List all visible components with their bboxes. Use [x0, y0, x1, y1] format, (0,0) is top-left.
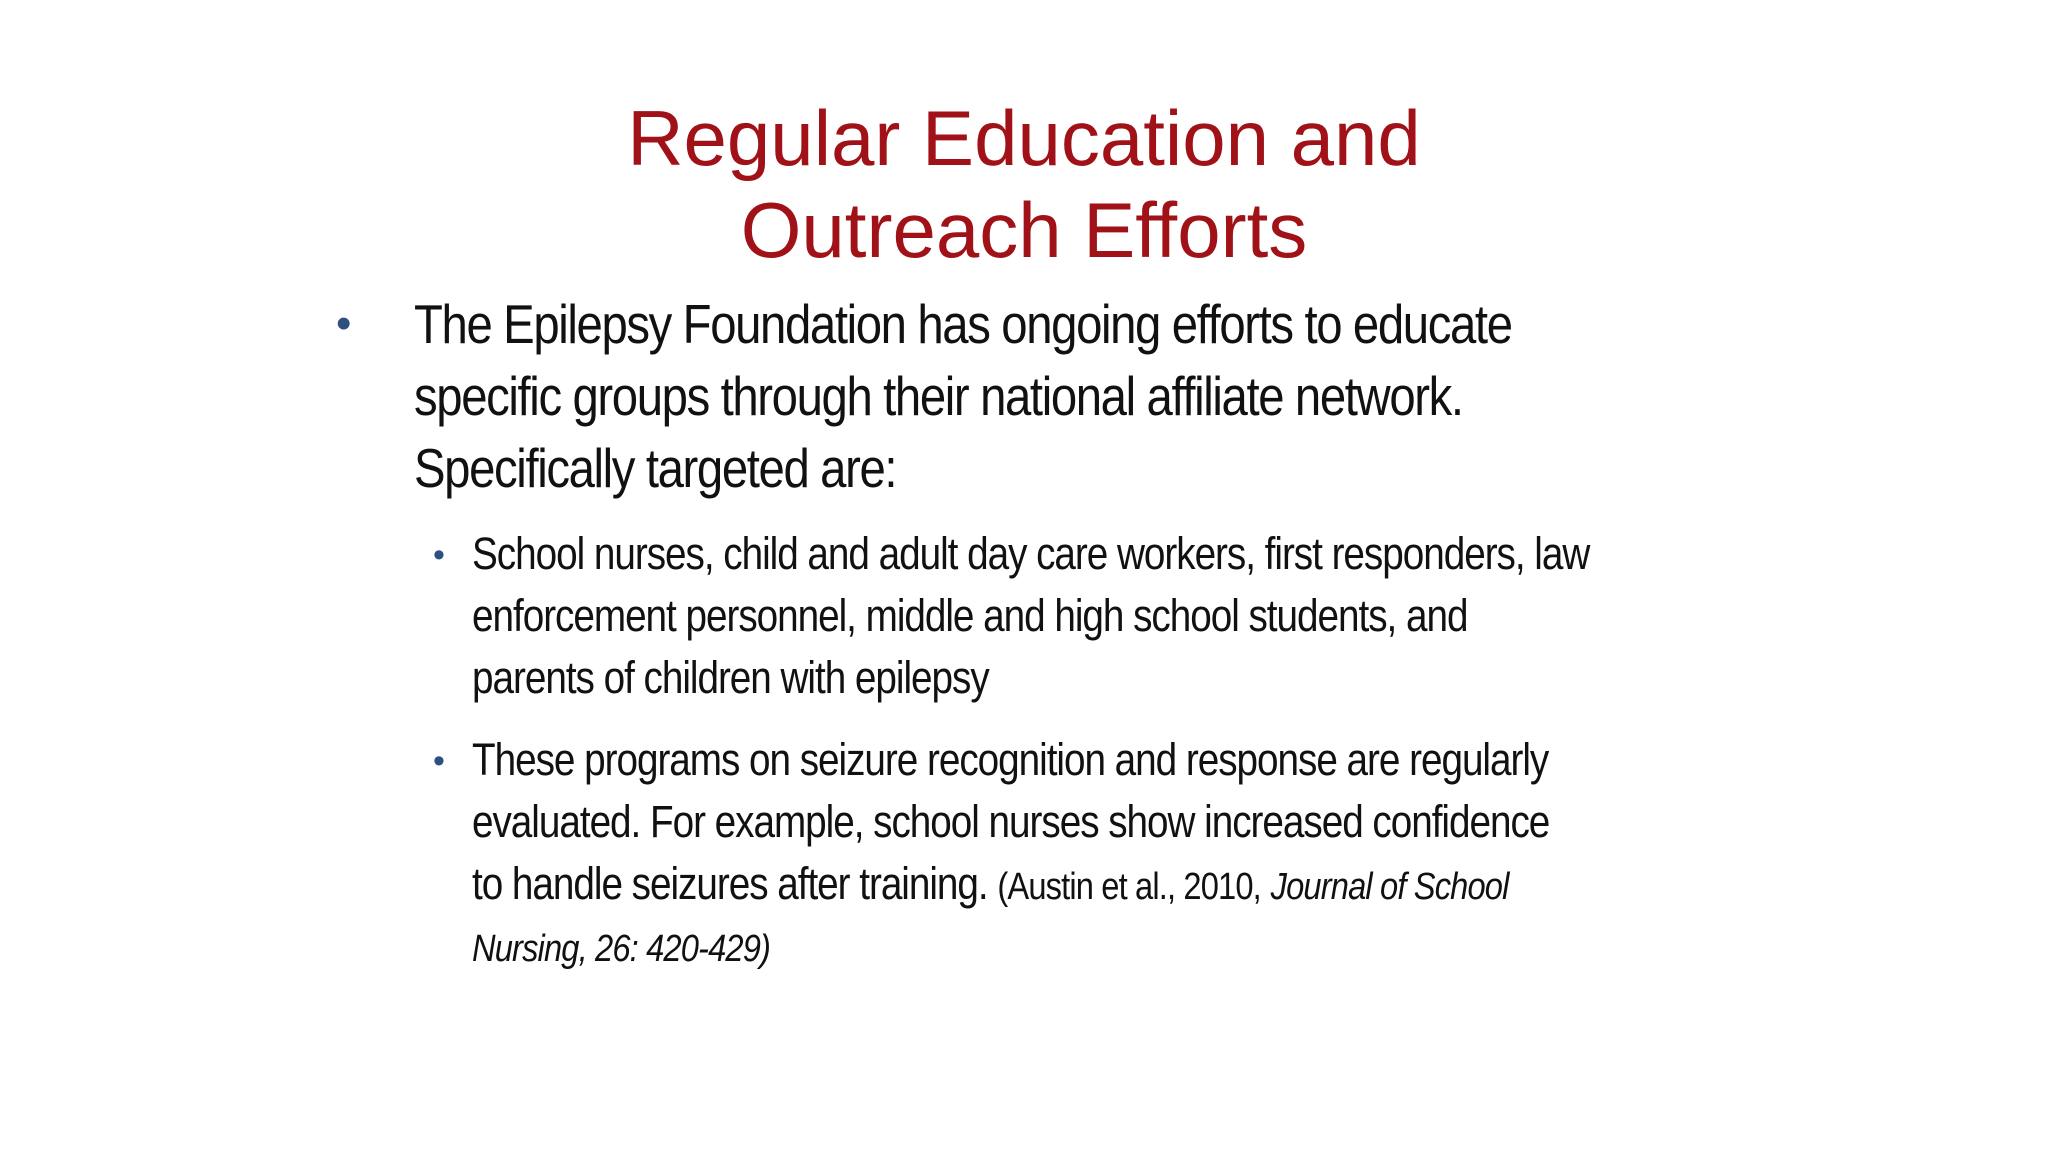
sub-bullet-1-text: [472, 523, 1676, 709]
sub-bullet-2-line-2: evaluated. For example, school nurses show increased confidence: [472, 796, 1550, 847]
sub-bullet-1-line-2: enforcement personnel, middle and high school students, and: [472, 590, 1468, 641]
sub-bullet-1-line-1: School nurses, child and adult day care workers, first responders, law: [472, 528, 1590, 579]
citation-journal-continued: Nursing, 26: 420-429): [472, 928, 771, 970]
citation-journal: Journal of School: [1270, 866, 1509, 908]
slide-title-line-2: Outreach Efforts: [740, 186, 1308, 274]
citation-authors: (Austin et al., 2010,: [997, 866, 1261, 908]
bullet-1-line-1: The Epilepsy Foundation has ongoing efforts to educate: [414, 293, 1512, 355]
bullet-1-text: [414, 288, 1532, 504]
bullet-1-line-2: specific groups through their national affiliate network.: [414, 365, 1463, 427]
sub-bullet-2-line-3-text: to handle seizures after training.: [472, 858, 988, 909]
sub-bullet-2-line-3: [472, 853, 1676, 918]
slide-title-line-1: Regular Education and: [627, 94, 1421, 182]
bullet-marker-1: •: [336, 299, 352, 348]
bullet-1-line-3: Specifically targeted are:: [414, 437, 897, 499]
sub-bullet-marker-1: •: [433, 536, 445, 574]
sub-bullet-marker-2: •: [433, 742, 445, 780]
sub-bullet-2-line-1: These programs on seizure recognition and response are regularly: [472, 734, 1549, 785]
sub-bullet-2-text: [472, 729, 1676, 980]
sub-bullet-1-line-3: parents of children with epilepsy: [472, 652, 989, 703]
